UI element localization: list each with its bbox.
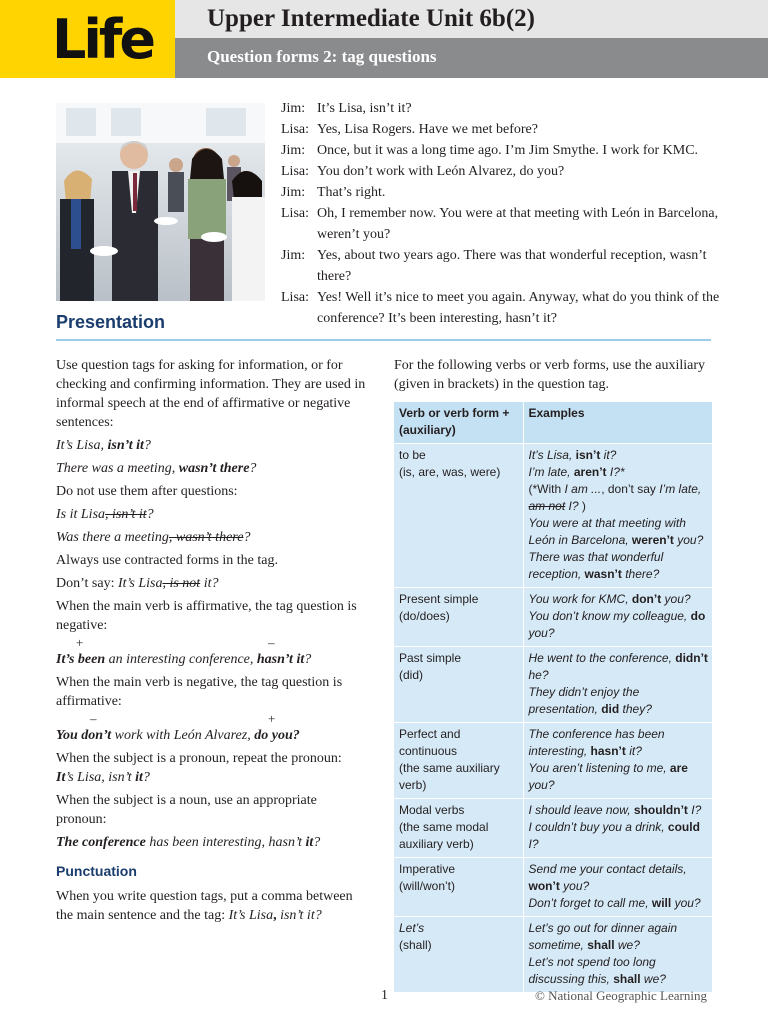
example-part: Was there a meeting bbox=[56, 530, 169, 545]
example bbox=[56, 436, 366, 455]
example-tag: wasn’t there bbox=[178, 461, 250, 476]
dialogue-line bbox=[281, 161, 741, 182]
punctuation-rule: When you write question tags, put a comma between the main sentence and the tag: bbox=[56, 889, 353, 923]
auxiliary: (is, are, was, were) bbox=[399, 465, 501, 479]
auxiliary: (do/does) bbox=[399, 609, 450, 623]
example-line: Send me your contact details, won’t you? bbox=[528, 862, 687, 893]
rule-text: When the main verb is negative, the tag question is affirmative: bbox=[56, 675, 343, 709]
example-line: The conference has been interesting, hasn’t it? bbox=[528, 727, 665, 758]
example-part: It’s Lisa bbox=[117, 576, 163, 591]
example-part: ? bbox=[142, 770, 150, 785]
table-row bbox=[394, 799, 712, 858]
intro-text: Use question tags for asking for information, or for checking and confirming information. They are used in informal speech at the end of affirmative or negative sentences: bbox=[56, 358, 366, 430]
example-line: I should leave now, shouldn’t I? bbox=[528, 803, 702, 817]
auxiliary: (did) bbox=[399, 668, 424, 682]
verb-form-cell bbox=[394, 723, 523, 799]
dont-say bbox=[56, 574, 366, 593]
punctuation-heading: Punctuation bbox=[56, 863, 137, 879]
example-tag: isn’t it bbox=[107, 438, 144, 453]
minus-sign: – bbox=[90, 711, 97, 726]
examples-cell bbox=[523, 858, 712, 917]
verb-form-cell bbox=[394, 647, 523, 723]
example-tag: do you? bbox=[254, 728, 300, 743]
presentation-heading: Presentation bbox=[56, 312, 166, 332]
sign-markers bbox=[56, 711, 366, 726]
speaker: Lisa: bbox=[281, 164, 309, 179]
verb-form-cell bbox=[394, 858, 523, 917]
line-text: It’s Lisa, isn’t it? bbox=[317, 101, 412, 116]
dialogue-line bbox=[281, 287, 741, 329]
example-line: Let’s not spend too long discussing this, shall we? bbox=[528, 955, 666, 986]
example-line: They didn’t enjoy the presentation, did they? bbox=[528, 685, 652, 716]
example-line: There was that wonderful reception, wasn’t there? bbox=[528, 550, 664, 581]
column-header: Verb or verb form + (auxiliary) bbox=[394, 402, 523, 444]
table-row bbox=[394, 858, 712, 917]
example-line: He went to the conference, didn’t he? bbox=[528, 651, 708, 682]
unit-title: Upper Intermediate Unit 6b(2) bbox=[207, 5, 535, 32]
example-tag: hasn’t it bbox=[256, 652, 305, 667]
example-part: has been interesting, hasn’t bbox=[145, 835, 306, 850]
table-row bbox=[394, 647, 712, 723]
line-text: Yes, Lisa Rogers. Have we met before? bbox=[317, 122, 538, 137]
verb-form: Let’s bbox=[399, 921, 425, 935]
struck-tag: , isn’t it bbox=[105, 507, 147, 522]
example-part: There was a meeting, bbox=[56, 461, 179, 476]
dialogue-line bbox=[281, 203, 741, 245]
example bbox=[56, 459, 366, 478]
example-part: Is it Lisa bbox=[56, 507, 106, 522]
example-line: You were at that meeting with León in Barcelona, weren’t you? bbox=[528, 516, 704, 547]
speaker: Jim: bbox=[281, 143, 306, 158]
comma-mark: , bbox=[273, 908, 277, 923]
example-part: ? bbox=[304, 652, 312, 667]
dialogue-line bbox=[281, 140, 741, 161]
line-text: Oh, I remember now. You were at that meeting with León in Barcelona, weren’t you? bbox=[317, 206, 719, 242]
auxiliary: (the same modal auxiliary verb) bbox=[399, 820, 489, 851]
table-row bbox=[394, 917, 712, 993]
example bbox=[56, 833, 366, 852]
example bbox=[56, 650, 366, 669]
dialogue bbox=[281, 98, 741, 329]
verb-form: Modal verbs bbox=[399, 803, 465, 817]
speaker: Lisa: bbox=[281, 206, 309, 221]
column-header: Examples bbox=[523, 402, 712, 444]
verb-form-cell bbox=[394, 917, 523, 993]
speaker: Lisa: bbox=[281, 122, 309, 137]
punctuation-text bbox=[56, 887, 366, 925]
speaker: Jim: bbox=[281, 185, 306, 200]
examples-cell bbox=[523, 647, 712, 723]
line-text: That’s right. bbox=[317, 185, 386, 200]
dialogue-line bbox=[281, 182, 741, 203]
auxiliary-table bbox=[394, 402, 712, 993]
grammar-notes bbox=[56, 356, 366, 929]
example-pronoun: it bbox=[135, 770, 143, 785]
rule-text: Always use contracted forms in the tag. bbox=[56, 553, 278, 568]
example-line: Let’s go out for dinner again sometime, shall we? bbox=[528, 921, 678, 952]
example-pronoun: it bbox=[305, 835, 314, 850]
dont-say-label: Don’t say: bbox=[56, 576, 118, 591]
verb-form: to be bbox=[399, 448, 426, 462]
example-noun: The conference bbox=[56, 835, 146, 850]
example bbox=[56, 505, 366, 524]
table-row bbox=[394, 444, 712, 588]
auxiliary: (shall) bbox=[399, 938, 432, 952]
example-verb: It’s been bbox=[56, 652, 106, 667]
examples-cell bbox=[523, 799, 712, 858]
rule-text: When the subject is a noun, use an appropriate pronoun: bbox=[56, 793, 317, 827]
example-line: You work for KMC, don’t you? bbox=[528, 592, 691, 606]
example-part: ? bbox=[243, 530, 251, 545]
examples-cell bbox=[523, 588, 712, 647]
verb-form: Past simple bbox=[399, 651, 462, 665]
example-line: You don’t know my colleague, do you? bbox=[528, 609, 706, 640]
example-pronoun: It bbox=[56, 770, 66, 785]
example-part: ’s Lisa, isn’t bbox=[65, 770, 136, 785]
verb-form-cell bbox=[394, 444, 523, 588]
dialogue-line bbox=[281, 245, 741, 287]
table-header-row bbox=[394, 402, 712, 444]
example-part: an interesting conference, bbox=[105, 652, 257, 667]
verb-form: Imperative bbox=[399, 862, 456, 876]
example-part: ? bbox=[313, 835, 321, 850]
speaker: Lisa: bbox=[281, 290, 309, 305]
line-text: Yes, about two years ago. There was that wonderful reception, wasn’t there? bbox=[317, 248, 707, 284]
auxiliary: (the same auxiliary verb) bbox=[399, 761, 500, 792]
verb-form-cell bbox=[394, 588, 523, 647]
minus-sign: – bbox=[268, 635, 275, 650]
example-part: ? bbox=[146, 507, 154, 522]
example-verb: You don’t bbox=[56, 728, 112, 743]
speaker: Jim: bbox=[281, 248, 306, 263]
example-part: isn’t it? bbox=[276, 908, 322, 923]
examples-cell bbox=[523, 444, 712, 588]
example-note: (*With I am ..., don’t say I’m late, am not I? ) bbox=[528, 482, 702, 513]
verb-form: Present simple bbox=[399, 592, 479, 606]
speaker: Jim: bbox=[281, 101, 306, 116]
examples-cell bbox=[523, 723, 712, 799]
example-part: It’s Lisa, bbox=[56, 438, 108, 453]
example-line: Don’t forget to call me, will you? bbox=[528, 896, 701, 910]
subtitle: Question forms 2: tag questions bbox=[207, 47, 437, 66]
example-part: ? bbox=[249, 461, 257, 476]
rule-text: When the subject is a pronoun, repeat the pronoun: bbox=[56, 751, 342, 766]
line-text: Yes! Well it’s nice to meet you again. Anyway, what do you think of the conference? It’s been interesting, hasn’t it? bbox=[317, 290, 720, 326]
line-text: You don’t work with León Alvarez, do you? bbox=[317, 164, 565, 179]
example-line: It’s Lisa, isn’t it? bbox=[528, 448, 617, 462]
life-logo: Life bbox=[52, 8, 154, 71]
example-line: I couldn’t buy you a drink, could I? bbox=[528, 820, 700, 851]
example-line: You aren’t listening to me, are you? bbox=[528, 761, 688, 792]
example-part: ? bbox=[143, 438, 151, 453]
example bbox=[56, 768, 366, 787]
struck-part: , is not bbox=[162, 576, 201, 591]
conference-photo bbox=[56, 103, 265, 301]
copyright: © National Geographic Learning bbox=[535, 988, 707, 1003]
table-row bbox=[394, 723, 712, 799]
example bbox=[56, 528, 366, 547]
example-part: it? bbox=[200, 576, 219, 591]
dialogue-line bbox=[281, 119, 741, 140]
dialogue-line bbox=[281, 98, 741, 119]
plus-sign: + bbox=[268, 711, 276, 726]
example-part: It’s Lisa bbox=[228, 908, 274, 923]
page-number: 1 bbox=[381, 988, 388, 1003]
table-row bbox=[394, 588, 712, 647]
example-part: work with León Alvarez, bbox=[111, 728, 255, 743]
rule-text: When the main verb is affirmative, the tag question is negative: bbox=[56, 599, 357, 633]
verb-form: Perfect and continuous bbox=[399, 727, 461, 758]
rule-text: Do not use them after questions: bbox=[56, 484, 238, 499]
example bbox=[56, 726, 366, 745]
examples-cell bbox=[523, 917, 712, 993]
struck-tag: , wasn’t there bbox=[168, 530, 244, 545]
verb-form-cell bbox=[394, 799, 523, 858]
line-text: Once, but it was a long time ago. I’m Jim Smythe. I work for KMC. bbox=[317, 143, 699, 158]
conference-people-photo-icon bbox=[56, 103, 265, 301]
example-line: I’m late, aren’t I?* bbox=[528, 465, 625, 479]
auxiliary: (will/won’t) bbox=[399, 879, 456, 893]
sign-markers bbox=[56, 635, 366, 650]
table-intro: For the following verbs or verb forms, use the auxiliary (given in brackets) in the question tag. bbox=[394, 358, 706, 392]
plus-sign: + bbox=[76, 635, 84, 650]
heading-rule bbox=[56, 339, 711, 341]
